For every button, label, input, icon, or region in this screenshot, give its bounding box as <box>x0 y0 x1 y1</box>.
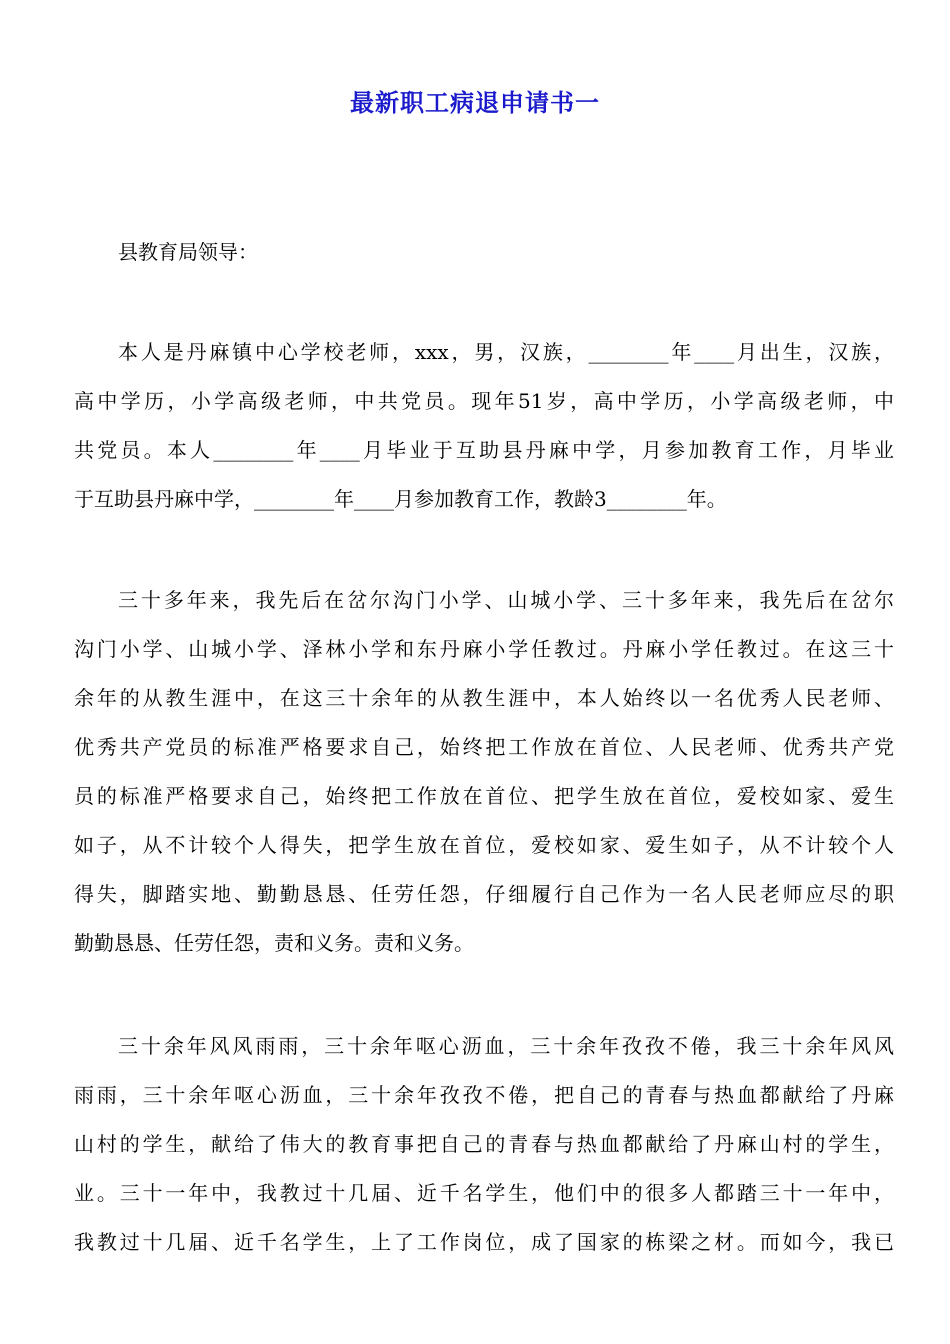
paragraph-1 <box>74 336 894 532</box>
paragraph-line: 余年的从教生涯中，在这三十余年的从教生涯中，本人始终以一名优秀人民老师、 <box>74 686 894 710</box>
paragraph-line: 优秀共产党员的标准严格要求自己，始终把工作放在首位、人民老师、优秀共产党 <box>74 735 894 759</box>
paragraph-line: 山村的学生，献给了伟大的教育事把自己的青春与热血都献给了丹麻山村的学生， <box>74 1132 894 1156</box>
paragraph-2 <box>74 584 894 976</box>
paragraph-line: 我教过十几届、近千名学生，上了工作岗位，成了国家的栋梁之材。而如今，我已 <box>74 1230 894 1254</box>
paragraph-line: 本人是丹麻镇中心学校老师，xxx，男，汉族，________年____月出生，汉族， <box>118 340 894 364</box>
paragraph-line: 于互助县丹麻中学，________年____月参加教育工作，教龄3________年。 <box>74 487 727 511</box>
paragraph-line: 高中学历，小学高级老师，中共党员。现年51岁，高中学历，小学高级老师，中 <box>74 389 894 413</box>
document-title: 最新职工病退申请书一 <box>350 88 600 117</box>
paragraph-line: 业。三十一年中，我教过十几届、近千名学生，他们中的很多人都踏三十一年中， <box>74 1181 894 1205</box>
paragraph-line: 得失，脚踏实地、勤勤恳恳、任劳任怨，仔细履行自己作为一名人民老师应尽的职 <box>74 882 894 906</box>
paragraph-line: 如子，从不计较个人得失，把学生放在首位，爱校如家、爱生如子，从不计较个人 <box>74 833 894 857</box>
paragraph-line: 三十多年来，我先后在岔尔沟门小学、山城小学、三十多年来，我先后在岔尔 <box>118 588 894 612</box>
paragraph-line: 员的标准严格要求自己，始终把工作放在首位、把学生放在首位，爱校如家、爱生 <box>74 784 894 808</box>
paragraph-line: 三十余年风风雨雨，三十余年呕心沥血，三十余年孜孜不倦，我三十余年风风 <box>118 1034 894 1058</box>
salutation: 县教育局领导： <box>118 240 258 264</box>
paragraph-line: 共党员。本人________年____月毕业于互助县丹麻中学，月参加教育工作，月毕业 <box>74 438 894 462</box>
paragraph-line: 雨雨，三十余年呕心沥血，三十余年孜孜不倦，把自己的青春与热血都献给了丹麻 <box>74 1083 894 1107</box>
paragraph-3 <box>74 1030 894 1275</box>
paragraph-line: 勤勤恳恳、任劳任怨，责和义务。责和义务。 <box>74 931 474 955</box>
paragraph-line: 沟门小学、山城小学、泽林小学和东丹麻小学任教过。丹麻小学任教过。在这三十 <box>74 637 894 661</box>
